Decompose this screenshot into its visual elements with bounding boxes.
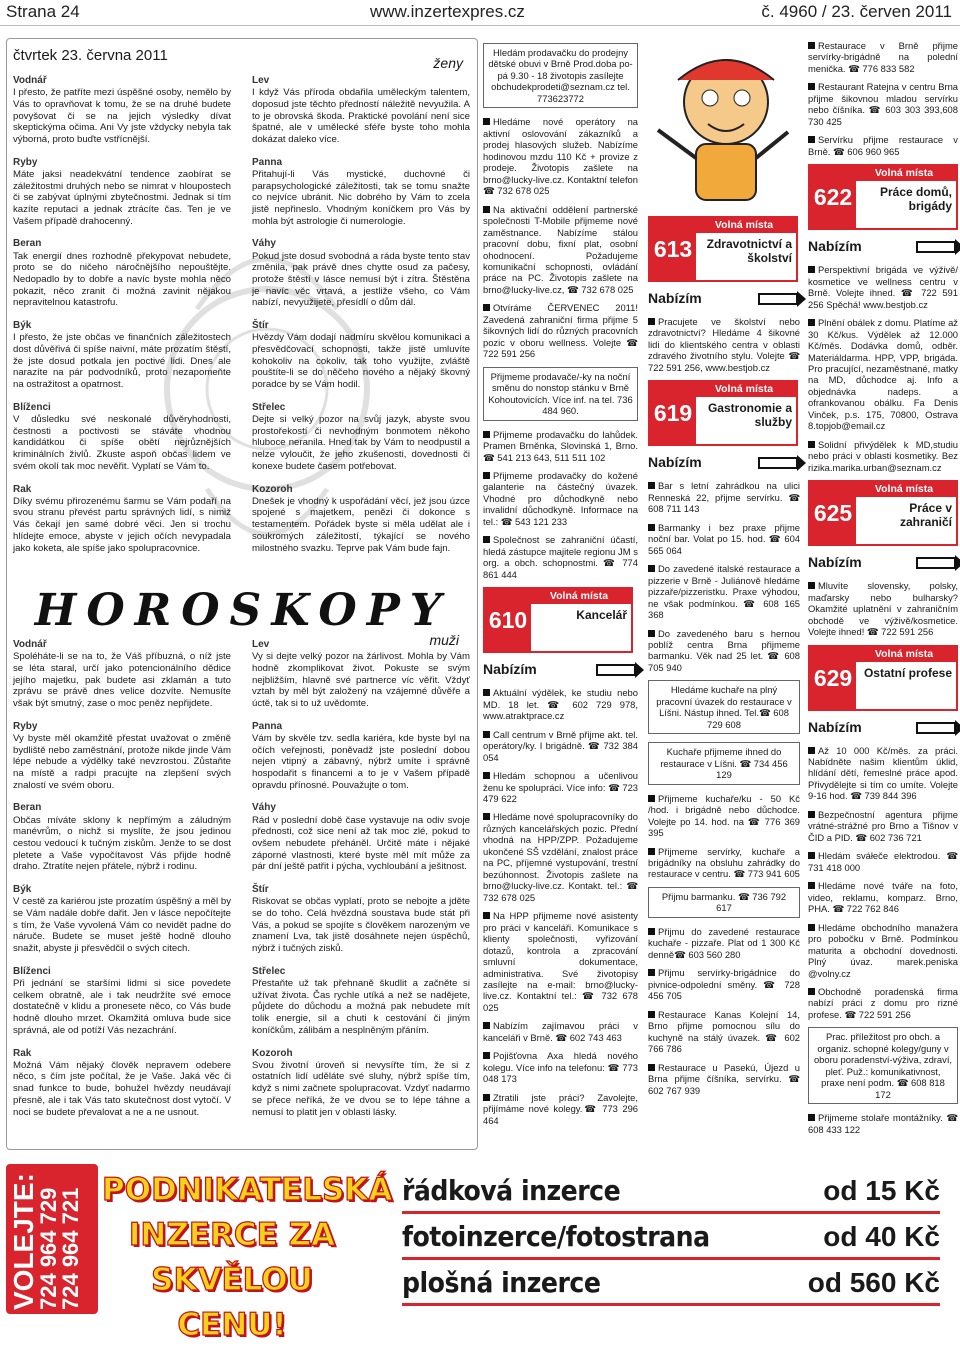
- vacancies-label: Volná místa: [527, 589, 631, 604]
- zodiac-sign-name: Kozoroh: [252, 483, 293, 495]
- job-category-header: [808, 164, 958, 230]
- zodiac-sign-text: Vám by skvěle tzv. sedla kariéra, kde byste byl na očích veřejnosti, poněvadž jste poslední dobou nejen vtipný a zábavný, nýbrž umíte i správně hospodařit s financemi a to je v Vašem případě opravdu přínosné. Pouvažujte o tom.: [252, 732, 470, 791]
- classified-ad: [483, 204, 638, 296]
- zodiac-sign-name: Štír: [252, 320, 269, 332]
- bullet-icon: [808, 988, 815, 995]
- ad-text: Plnění obálek z domu. Platíme až 30 Kč/kus. Výdělek až 12.000 Kč/měs. Dodávka domů, odběr. Materiáldarma. HPP, VPP, brigáda. Pro pracující, nezaměstnané, matky na MD, důchodce aj. Info a objednávka nadeps. a ofrankovanou obálku. Fa Denis Vinček, p.s. 175, 70800, Ostrava 8.topjob@email.cz: [808, 317, 958, 432]
- men-left-column: [13, 639, 231, 1129]
- zodiac-sign-name: Býk: [13, 884, 32, 896]
- advert-banner: [0, 1158, 960, 1343]
- ad-text: Přijmu servírky-brigádnice do pivnice-odpolední směny. ☎ 728 456 705: [648, 967, 800, 1002]
- bullet-icon: [648, 848, 655, 855]
- zodiac-sign-name: Beran: [13, 802, 42, 814]
- zodiac-sign-text: Vy si dejte velký pozor na žárlivost. Mohla by Vám hodně zkomplikovat život. Pokuste se svým nejbližším, hlavně své partnerce víc věřit. Vždyť vztah by měl být založený na vzájemné důvěře a úctě, tak si to už uvědomte.: [252, 651, 470, 709]
- ad-text: Mluvíte slovensky, polsky, maďarsky nebo bulharsky? Okamžité uplatnění v zahraničním obchodě ve výživě/kosmetice. Volejte ihned! ☎ 722 591 256: [808, 580, 958, 638]
- job-category-header: [648, 216, 798, 282]
- promo-headline: [102, 1168, 393, 1348]
- zodiac-sign-text: Občas míváte sklony k nepřímým a záludným manévrům, o nichž si myslíte, že jsou jedinou cestou vedoucí k tučným ziskům. Jenže to se dost pletete a Vaše vypočítavost Vás přijde hodně draho. Ztratíte nejen přátele, nýbrž i rodinu.: [13, 814, 231, 873]
- zodiac-sign-text: Dnešek je vhodný k uspořádání věcí, jež jsou úzce spojené s majetkem, penězi či dokonce s testamentem. Pořádek byste si měla udělat ale i soukromých záležitostí, týkající se nového milostného svazku. Teprve pak Vám bude fajn.: [252, 495, 470, 554]
- job-category-header: [808, 480, 958, 546]
- category-name: Práce domů, brigády: [879, 185, 952, 214]
- bullet-icon: [648, 318, 655, 325]
- zodiac-sign-text: Svou životní úroveň si nevysířte tím, že si z ostatních lidí uděláte své sluhy, nýbrž spíše tím, když s nimi začnete spolupracovat. Vzdyť nadarmo se přece neříká, že ve dvou se to lépe táhne a nemusí to platit jen v oblasti lásky.: [252, 1059, 470, 1118]
- zodiac-sign-name: Blíženci: [13, 401, 51, 413]
- call-label: VOLEJTE:: [8, 1173, 39, 1310]
- ad-text: Restaurace Kanas Kolejní 14, Brno přijme pomocnou sílu do kuchyně na stálý úvazek. ☎ 602 766 786: [648, 1008, 800, 1055]
- ad-text: Hledám schopnou a učenlivou ženu ke spolupráci. Více info: ☎ 723 479 622: [483, 770, 638, 804]
- bullet-icon: [483, 772, 490, 779]
- classified-ad: [648, 926, 800, 960]
- bullet-icon: [808, 441, 815, 448]
- classified-ad: [483, 1092, 638, 1126]
- bullet-icon: [648, 1064, 655, 1071]
- women-label: ženy: [433, 55, 463, 71]
- ad-text: Přijmeme prodavačky do kožené galanterie na částečný úvazek. Vhodné pro důchodkyně nebo invalidní důchodkyně. Informace na tel.: ☎ 543 121 233: [483, 470, 638, 527]
- classified-ad: [808, 1112, 958, 1135]
- bullet-icon: [483, 304, 490, 311]
- classified-ad: [483, 729, 638, 763]
- offer-row: [808, 552, 958, 574]
- bullet-icon: [483, 1052, 490, 1059]
- ad-text: Bezpečnostní agentura přijme vrátné-strážné pro Brno a Tišnov v ČID a PID. ☎ 602 736 721: [808, 808, 958, 843]
- phone-number-2[interactable]: 724 964 721: [58, 1187, 83, 1310]
- classified-ad: [808, 40, 958, 74]
- site-url[interactable]: www.inzertexpres.cz: [370, 2, 525, 21]
- bullet-icon: [483, 731, 490, 738]
- horoscope-section: [6, 38, 478, 1150]
- zodiac-sign-text: Při jednání se staršími lidmi si sice povedete celkem obratně, ale i tak neudržíte své emoce dostatečně v klidu a pronesete něco, co Vás bude hodně dlouho mrzet. Okamžitá omluva bude sice správná, ale od potíží Vás nezachrání.: [13, 978, 231, 1036]
- arrow-right-icon: [916, 241, 956, 253]
- classified-ad: [648, 1009, 800, 1055]
- zodiac-sign-name: Panna: [252, 156, 283, 168]
- bullet-icon: [483, 813, 490, 820]
- classified-ad: [648, 316, 800, 373]
- classified-ad: [648, 793, 800, 839]
- ad-price: od 15 Kč: [823, 1175, 940, 1206]
- ad-text: Přijmu do zavedené restaurace kuchaře - pizzaře. Plat od 1 300 Kč denně☎ 603 560 280: [648, 925, 800, 960]
- classified-ad: [648, 967, 800, 1001]
- offer-label: Nabízím: [483, 661, 537, 678]
- category-number: 613: [650, 218, 696, 280]
- classified-ad: [483, 534, 638, 580]
- boxed-ad: Hledám prodavačku do prodejny dětské obuvi v Brně Prod.doba po-pá 9.30 - 18 životopis zasílejte obchudekprodeti@seznam.cz tel. 773623772: [483, 43, 638, 108]
- ad-text: Solidní přivýdělek k MD,studiu nebo práci v oblasti kosmetiky. Bez rizika.marika.urban@seznam.cz: [808, 438, 958, 473]
- classified-ad: [483, 429, 638, 463]
- issue-date: č. 4960 / 23. červen 2011: [761, 2, 952, 21]
- zodiac-sign-text: Přitahují-li Vás mystické, duchovné či parapsychologické záležitosti, tak se tomu snažte co nejvíce ubránit. Nic dobrého by Vám to zcela jistě nepřineslo. Vhodným koníčkem pro Vás by mohla být astrologie či numerologie.: [252, 168, 470, 227]
- men-right-column: [252, 639, 470, 1129]
- category-number: 622: [810, 166, 856, 228]
- classified-ad: [483, 687, 638, 721]
- women-left-column: [13, 75, 231, 565]
- ad-text: Pracujete ve školství nebo zdravotnictví? Hledáme 4 šikovné lidi do klientského centra v oblasti zdravého životního stylu. Volejte ☎ 722 591 256, www.bestjob.cz: [648, 316, 800, 373]
- boxed-ad: Hledáme kuchaře na plný pracovní úvazek do restaurace v Líšni. Nástup ihned. Tel.☎ 608 729 608: [648, 680, 800, 734]
- zodiac-sign-name: Střelec: [252, 965, 286, 977]
- page-header: [0, 0, 960, 26]
- zodiac-sign-text: Vy byste měl okamžitě přestat uvažovat o změně bydliště nebo zaměstnání, protože nikde jinde Vám lépe nebude a výdělky také nevzrostou. Zůstaňte na místě a radpi pracujte na zlepšení svých znalostí ve svém oboru.: [13, 732, 231, 791]
- zodiac-sign-name: Váhy: [252, 238, 276, 250]
- bullet-icon: [808, 136, 815, 143]
- bullet-icon: [808, 1114, 815, 1121]
- zodiac-sign-text: Možná Vám nějaký člověk nepravem odebere něco, s čím jste počítal, že je Vaše. Jaká věc či snad funkce to bude, bohužel hvězdy neudávají přesně, ale i tak Vás tato skutečnost dost vytočí. V noci se budete převalovat a ne a ne usnout.: [13, 1059, 231, 1118]
- classified-ad: [483, 302, 638, 359]
- price-row: [366, 1216, 954, 1260]
- zodiac-sign-text: I přesto, že patříte mezi úspěšné osoby, nemělo by Vás to opravňovat k tomu, že se na druhé budete povyšovat či se na jejich výsledky dívat skeptickýma očima. Ani Vy jste vždycky nebyla tak výborná, proto buďte vstřícnější.: [13, 87, 231, 145]
- ad-text: Na HPP přijmeme nové asistenty pro práci v kanceláři. Komunikace s klienty společnosti, vyřizování dotazů, kontrola a zpracování smluvní dokumentace, administrativa. Své životopisy zasílejte na e-mail: brno@lucky-live.cz. Kontaktní tel.: ☎ 732 678 025: [483, 910, 638, 1013]
- classifieds-column-jobs-1: [648, 40, 800, 1103]
- classified-ad: [483, 910, 638, 1013]
- classified-ad: [808, 317, 958, 432]
- classified-ad: [808, 264, 958, 310]
- zodiac-sign-name: Vodnář: [13, 639, 47, 650]
- category-number: 625: [810, 482, 856, 544]
- arrow-right-icon: [758, 293, 798, 305]
- zodiac-sign-text: Tak energií dnes rozhodně překypovat nebudete, proto se do ničeho náročnějšího nepouštějte. Nedopadlo by to dobře a navíc byste mohla něco pokazit, něco zranit či možná zavinit nějakou nepravitelnou katastrofu.: [13, 250, 231, 309]
- zodiac-sign-name: Ryby: [13, 156, 38, 168]
- zodiac-sign-name: Střelec: [252, 401, 286, 413]
- bullet-icon: [648, 1011, 655, 1018]
- ad-text: Přijmeme stolaře montážníky. ☎ 608 433 122: [808, 1112, 958, 1135]
- vacancies-label: Volná místa: [852, 482, 956, 497]
- bullet-icon: [648, 969, 655, 976]
- zodiac-sign-text: Dejte si velký pozor na svůj jazyk, abyste svou prostořekostí či nevhodným bonmotem někoho hluboce neranila. Hned tak by Vám to neodpustil a nelze vyloučit, že jeho zkušenosti, dovednosti či konexe budete časem potřebovat.: [252, 414, 470, 472]
- offer-row: [648, 452, 800, 474]
- classified-ad: [648, 846, 800, 880]
- bullet-icon: [483, 1022, 490, 1029]
- classified-ad: [808, 880, 958, 914]
- price-list: [366, 1170, 954, 1310]
- zodiac-sign-name: Vodnář: [13, 75, 47, 86]
- ad-text: Otvíráme ČERVENEC 2011! Zavedená zahraniční firma přijme 5 šikovných lidí do různých pracovních pozic v oboru wellness. Volejte ☎ 722 591 256: [483, 302, 638, 360]
- bullet-icon: [808, 582, 815, 589]
- classified-ad: [808, 134, 958, 157]
- phone-block: [6, 1164, 98, 1314]
- bullet-icon: [648, 630, 655, 637]
- ad-text: Restaurace v Brně přijme servírky-brigádně na polední menička. ☎ 776 833 582: [808, 40, 958, 74]
- zodiac-sign-name: Váhy: [252, 802, 276, 814]
- boxed-ad: Kuchaře přijmeme ihned do restaurace v Líšni. ☎ 734 456 129: [648, 742, 800, 784]
- arrow-right-icon: [916, 557, 956, 569]
- zodiac-sign-text: Pokud jste dosud svobodná a ráda byste tento stav změnila, pak právě dnes chytte osud za pačesy, protože štěstí v lásce nemusí být i zítra. Štěstěna je navíc věc vrtavá, a jestliže všeho, co Vám nabízí, nevyužijete, přesídlí o dům dál.: [252, 250, 470, 309]
- ad-text: Barmanky i bez praxe přijme noční bar. Volat po 15. hod. ☎ 604 565 064: [648, 521, 800, 556]
- bullet-icon: [648, 565, 655, 572]
- ad-text: Společnost se zahraniční účastí, hledá zástupce majitele regionu JM s org. a obch. schopnostmi. ☎ 774 861 444: [483, 534, 638, 580]
- bullet-icon: [808, 852, 815, 859]
- bullet-icon: [483, 472, 490, 479]
- ad-text: Až 10 000 Kč/měs. za práci. Nabídněte našim klientům úklid, hlídání dětí, řemeslné práce apod. Přivydělejte si tím co umíte. Volejte 9-16 hod. ☎ 739 844 396: [808, 744, 958, 802]
- zodiac-sign-name: Rak: [13, 1047, 32, 1059]
- zodiac-sign-name: Štír: [252, 884, 269, 896]
- zodiac-sign-text: Přestaňte už tak přehnaně škudlit a začněte si užívat života. Čas rychle utíká a než se nadějete, půjdete do důchodu a možná pak nebudete mít tolik energie, sil a chuti k cestování či jiným koníčkům, zálibám a nesplněným přáním.: [252, 978, 470, 1036]
- classified-ad: [648, 480, 800, 514]
- price-row: [366, 1170, 954, 1214]
- mascot-illustration-icon: [648, 40, 800, 212]
- bullet-icon: [648, 795, 655, 802]
- offer-row: [483, 659, 638, 681]
- ad-text: Hledáme nové spolupracovníky do různých kancelářských pozic. Přední vhodná na HPP/ZPP. Požadujeme ukončené SŠ vzdělání, znalost práce na PC, příjemné vystupování, trestní bezúhonnost. Životopis zašlete na brno@lucky-live.cz. Kontakt. tel.: ☎ 732 678 025: [483, 811, 638, 903]
- ad-text: Perspektivní brigáda ve výživě/ kosmetice ve wellness centru v Brně. Volejte ihned. ☎ 722 591 256 Spěchá! www.bestjob.cz: [808, 264, 958, 310]
- price-row: [366, 1262, 954, 1306]
- classifieds-column-middle: [483, 40, 638, 1133]
- women-right-column: [252, 75, 470, 565]
- ad-type: fotoinzerce/fotostrana: [402, 1220, 710, 1253]
- zodiac-sign-name: Lev: [252, 639, 270, 650]
- offer-row: [808, 717, 958, 739]
- zodiac-sign-text: Hvězdy Vám dodají nadmíru skvělou komunikaci a přesvědčovací schopnosti, takže jistě umluvíte kohokoliv na cokoliv, tak toho využijte, zvláště pouštíte-li se do něčeho nového a nějaký škovný poradce by se Vám hodil.: [252, 332, 470, 391]
- ad-text: Přijmeme kuchaře/ku - 50 Kč /hod. i brigádně nebo důchodce. Volejte po 14. hod. na ☎ 776 369 395: [648, 792, 800, 839]
- offer-label: Nabízím: [648, 290, 702, 306]
- bullet-icon: [808, 882, 815, 889]
- bullet-icon: [648, 524, 655, 531]
- classified-ad: [648, 628, 800, 674]
- vacancies-label: Volná místa: [852, 647, 956, 662]
- ad-text: Restaurace u Pasekú, Újezd u Brna přijme číšníka, servírku. ☎ 602 767 939: [648, 1061, 800, 1096]
- bullet-icon: [648, 928, 655, 935]
- zodiac-sign-name: Lev: [252, 75, 270, 86]
- boxed-ad: Prac. příležitost pro obch. a organiz. schopné kolegy/guny v oboru poradenství-výživa, zdraví, pleť. Puž.: komunikativnost, praxe není podm. ☎ 608 818 172: [808, 1027, 958, 1104]
- zodiac-sign-text: V cestě za kariérou jste prozatím úspěšný a měl by se Vám nadále dobře dařit. Jen v lásce nepočítejte s tím, že Vaše vyvolená Vám co nevidět padne do náruče. Budete se muset ještě hodně dlouho snažit, abyste ji přesvědčil o svých citech.: [13, 896, 231, 955]
- category-number: 610: [485, 589, 531, 651]
- ad-price: od 40 Kč: [823, 1221, 940, 1252]
- classified-ad: [483, 1020, 638, 1043]
- horoscope-date: čtvrtek 23. června 2011: [13, 47, 168, 64]
- classified-ad: [483, 116, 638, 196]
- bullet-icon: [808, 811, 815, 818]
- classified-ad: [808, 439, 958, 473]
- ad-type: plošná inzerce: [402, 1266, 601, 1299]
- vacancies-label: Volná místa: [692, 218, 796, 233]
- classified-ad: [808, 580, 958, 637]
- classifieds-column-jobs-2: [808, 40, 958, 1142]
- job-category-header: [648, 380, 798, 446]
- zodiac-sign-text: Díky svému přirozenému šarmu se Vám podaří na svou stranu převést partu správných lidí, s nimiž Vás čekají jen samé dobré věci. Jen si trochu hlídejte emoce, abyste v jejich očích nevypadala jako koketa, ale spíše jako spolupracovnice.: [13, 495, 231, 554]
- category-name: Zdravotnictví a školství: [706, 237, 792, 265]
- divider: [402, 1257, 940, 1260]
- zodiac-sign-name: Panna: [252, 720, 283, 732]
- offer-label: Nabízím: [808, 554, 862, 571]
- ad-text: Hledáme nové operátory na aktivní oslovování zákazníků a prodej hlasových služeb. Nabízíme hodinovou mzdu 110 Kč + provize z prodeje. Životopis zašlete na brno@lucky-live.cz. Kontaktní telefon ☎ 732 678 025: [483, 116, 638, 197]
- zodiac-sign-name: Blíženci: [13, 965, 51, 977]
- zodiac-sign-text: Spoléháte-li se na to, že Váš příbuzná, o níž jste se léta staral, určí jako potencionálního dědice jejího majetku, pak budete asi zklamán a tuto zprávu se právě dnes velice dozvíte. Nemusíte však být smutný, zase o moc peněz nepřijdete.: [13, 651, 231, 709]
- vacancies-label: Volná místa: [692, 382, 796, 397]
- classified-ad: [483, 1050, 638, 1084]
- classified-ad: [648, 522, 800, 556]
- category-name: Práce v zahraničí: [899, 501, 952, 529]
- classified-ad: [808, 850, 958, 873]
- category-number: 619: [650, 382, 696, 444]
- ad-type: řádková inzerce: [402, 1174, 621, 1207]
- ad-text: Nabízím zajímavou práci v kanceláři v Brně. ☎ 602 743 463: [483, 1020, 638, 1043]
- zodiac-sign-text: Rád v poslední době čase vystavuje na odiv svoje přednosti, což sice není až tak moc zlé, pokud to ovšem nebudete přeháněl. Určitě máte i nějaké záporné vlastnosti, které byste měl mít může za pár dní ještě patřit i pýcha, vychloubání a ješitnost.: [252, 814, 470, 873]
- zodiac-sign-name: Kozoroh: [252, 1047, 293, 1059]
- horoscope-title: HOROSKOPY: [34, 585, 452, 636]
- zodiac-sign-text: I když Vás příroda obdařila uměleckým talentem, doposud jste těchto předností náležitě nevyužila. A to je obrovská škoda. Praktické povolání není sice špatné, ale v umělecké sféře byste toho mohla dokázat daleko více.: [252, 87, 470, 145]
- classified-ad: [648, 563, 800, 620]
- promo-line: SKVĚLOU CENU!: [151, 1262, 313, 1343]
- ad-text: Aktuální výdělek, ke studiu nebo MD. 18 let. ☎ 602 729 978, www.atraktprace.cz: [483, 687, 638, 722]
- classified-ad: [483, 811, 638, 903]
- bullet-icon: [808, 747, 815, 754]
- bullet-icon: [808, 266, 815, 273]
- category-name: Kancelář: [576, 608, 627, 623]
- bullet-icon: [483, 118, 490, 125]
- phone-number-1[interactable]: 724 964 729: [36, 1187, 61, 1310]
- category-name: Ostatní profese: [863, 665, 952, 680]
- ad-text: Hledám sváłeče elektrodou. ☎ 731 418 000: [808, 850, 958, 873]
- ad-text: Ztratili jste práci? Zavolejte, přijímáme nové kolegy.☎ 773 296 464: [483, 1091, 638, 1126]
- ad-text: Přijmeme servírky, kuchaře a brigádníky na obsluhu zahrádky do restaurace v centru. ☎ 773 941 605: [648, 845, 800, 880]
- ad-text: Restaurant Ratejna v centru Brna přijme šikovnou mladou servírku nebo číšníka. ☎ 603 303 393,608 730 425: [808, 81, 958, 127]
- job-category-header: [483, 587, 633, 653]
- zodiac-sign-text: V důsledku své neskonalé důvěryhodnosti, čestnosti a poctivosti se stáváte vhodnou kandidátkou či spíše obětí nejrůznějších kriminálních živlů. Zkuste aspoň občas lidem ve svém okolí tak moc nevěřit. Vyplatí se Vám to.: [13, 414, 231, 472]
- ad-text: Přijmeme prodavačku do lahůdek. Pramen Brněnka, Slovinská 1, Brno. ☎ 541 213 643, 511 511 102: [483, 428, 638, 463]
- offer-row: [648, 288, 800, 310]
- bullet-icon: [648, 482, 655, 489]
- zodiac-sign-text: Máte jaksi neadekvátní tendence zaobírat se záležitostmi druhých nebo se nimrat v hloupostech či se zabývat úplnými zbytečnostmi. Jednak si tím kazíte reputaci a jednak ztrácíte čas. Ten je ve Vašem případě drahocenný.: [13, 168, 231, 227]
- zodiac-sign-name: Býk: [13, 320, 32, 332]
- zodiac-sign-name: Ryby: [13, 720, 38, 732]
- ad-text: Na aktivační oddělení partnerské společnosti T-Mobile přijmeme nové zaměstnance. Nabízíme stálou pracovní dobu, fixní plat, osobní ohodnocení. Požadujeme komunikační schopnosti, ovládání práce na PC. Životopis zašlete na brno@lucky-live.cz, ☎ 732 678 025: [483, 203, 638, 295]
- divider: [402, 1303, 940, 1306]
- bullet-icon: [483, 206, 490, 213]
- bullet-icon: [483, 536, 490, 543]
- category-number: 629: [810, 647, 856, 709]
- category-name: Gastronomie a služby: [707, 401, 792, 430]
- bullet-icon: [483, 912, 490, 919]
- ad-text: Servírku přijme restaurace v Brně. ☎ 606 960 965: [808, 134, 958, 157]
- promo-line: INZERCE ZA: [128, 1217, 336, 1253]
- zodiac-sign-text: Riskovat se občas vyplatí, proto se nebojte a jděte se do toho. Celá hvězdná soustava bude stát při Vás, a pokud se spojíte s člověkem narozeným ve znamení Lva, tak jistě dosáhnete nejen úspěchů, nýbrž i tučných zisků.: [252, 896, 470, 955]
- bullet-icon: [483, 431, 490, 438]
- classified-ad: [808, 922, 958, 979]
- bullet-icon: [808, 924, 815, 931]
- offer-label: Nabízím: [808, 238, 862, 255]
- divider: [402, 1211, 940, 1214]
- classified-ad: [483, 470, 638, 527]
- classified-ad: [808, 745, 958, 802]
- promo-line: PODNIKATELSKÁ: [102, 1172, 393, 1208]
- ad-text: Obchodně poradenská firma nabízí práci z domu pro rizné profese. ☎ 722 591 256: [808, 985, 958, 1020]
- classified-ad: [648, 1062, 800, 1096]
- ad-text: Hledáme obchodního manažera pro pobočku v Brně. Podmínkou maturita a obchodní dovednosti. Plný úvaz. marek.peniska @volny.cz: [808, 921, 958, 979]
- ad-text: Do zavedené italské restaurace a pizzerie v Brně - Juliánově hledáme pizzaře/pizzeristku. Praxe výhodou, ne však podmínkou. ☎ 608 165 368: [648, 563, 800, 621]
- offer-label: Nabízím: [808, 718, 862, 735]
- classified-ad: [808, 809, 958, 843]
- bullet-icon: [483, 689, 490, 696]
- bullet-icon: [483, 1094, 490, 1101]
- zodiac-sign-text: I přesto, že jste občas ve finančních záležitostech dost důvěřivá či spíše naivní, máte prozatím štěstí, že jste dosud potkala jen poctivé lidi. Dnes ale narazíte na pár podvodníků, proto nezapomeňte na ostražitost a opatrnost.: [13, 332, 231, 391]
- boxed-ad: Přijmeme prodavače/-ky na noční směnu do nonstop stánku v Brně Kohoutovicích. Více inf. na tel. 736 484 960.: [483, 367, 638, 421]
- arrow-right-icon: [758, 457, 798, 469]
- page-number: Strana 24: [6, 2, 80, 21]
- bullet-icon: [808, 319, 815, 326]
- vacancies-label: Volná místa: [852, 166, 956, 181]
- zodiac-sign-name: Rak: [13, 483, 32, 495]
- offer-label: Nabízím: [648, 454, 702, 471]
- bullet-icon: [808, 83, 815, 90]
- ad-text: Pojišťovna Axa hledá nového kolegu. Více info na telefonu: ☎ 773 048 173: [483, 1050, 638, 1085]
- ad-text: Hledáme nové tváře na foto, video, reklamu, komparz. Brno, PHA. ☎ 722 762 846: [808, 880, 958, 915]
- zodiac-sign-name: Beran: [13, 238, 42, 250]
- ad-text: Do zavedeného baru s hernou poblíž centra Brna přijmeme barmanku. Věk nad 25 let. ☎ 608 705 940: [648, 627, 800, 673]
- men-label: muži: [429, 632, 459, 648]
- offer-row: [808, 236, 958, 258]
- classified-ad: [808, 986, 958, 1020]
- job-category-header: [808, 645, 958, 711]
- ad-text: Bar s letní zahrádkou na ulici Renneská 22, přijme servírku. ☎ 608 711 143: [648, 480, 800, 515]
- ad-text: Call centrum v Brně přijme akt. tel. operátory/ky. I brigádně. ☎ 732 384 054: [483, 728, 638, 763]
- classified-ad: [483, 770, 638, 804]
- ad-price: od 560 Kč: [807, 1267, 940, 1298]
- classified-ad: [808, 81, 958, 127]
- arrow-right-icon: [596, 664, 636, 676]
- bullet-icon: [808, 42, 815, 49]
- boxed-ad: Přijmu barmanku. ☎ 736 792 617: [648, 887, 800, 918]
- arrow-right-icon: [916, 722, 956, 734]
